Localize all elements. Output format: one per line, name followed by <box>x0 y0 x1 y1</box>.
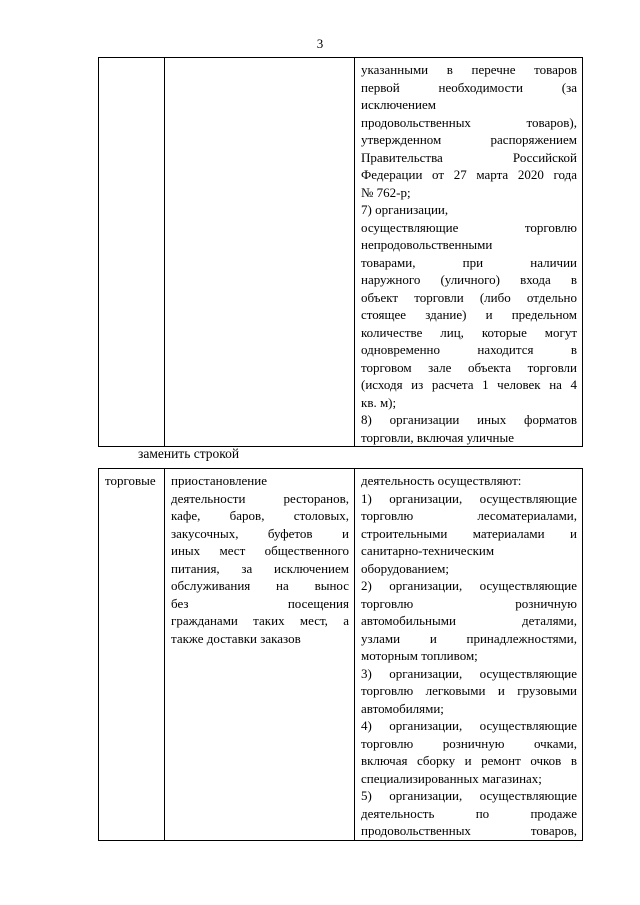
text-line: 1) организации, осуществляющие <box>361 490 577 506</box>
text-line: (исходя из расчета 1 человек на 4 <box>361 377 577 392</box>
table-top-cell-1 <box>99 58 165 447</box>
text-line: кафе, баров, столовых, <box>171 508 349 523</box>
text-line: 4) организации, осуществляющие <box>361 718 577 733</box>
text-line: торговлю розничную очками, <box>361 735 577 751</box>
page-number: 3 <box>316 36 324 51</box>
cell-text <box>361 472 577 840</box>
text-line: иных мест общественного <box>171 543 349 558</box>
text-line: наружного (уличного) входа в <box>361 272 577 287</box>
cell-text <box>361 61 577 446</box>
text-line: питания, за исключением <box>171 560 349 576</box>
text-line: специализированных магазинах; <box>361 770 542 786</box>
text-line: товарами, при наличии <box>361 254 577 270</box>
text-line: оборудованием; <box>361 560 449 576</box>
text-line: 8) организации иных форматов <box>361 412 577 427</box>
table-row <box>99 469 583 841</box>
text-line: 3) организации, осуществляющие <box>361 665 577 681</box>
text-line: одновременно находится в <box>361 342 577 357</box>
text-line: закусочных, буфетов и <box>171 525 349 541</box>
text-line: продовольственных товаров, <box>361 823 577 838</box>
text-line: стоящее здание) и предельном <box>361 307 577 322</box>
text-line: обслуживания на вынос <box>171 578 349 593</box>
text-line: торговлю лесоматериалами, <box>361 508 577 523</box>
text-line: без посещения <box>171 595 349 611</box>
table-bottom-cell-2 <box>165 469 355 841</box>
table-row <box>99 58 583 447</box>
text-line: указанными в перечне товаров <box>361 62 577 77</box>
text-line: продовольственных товаров), <box>361 114 577 130</box>
text-line: узлами и принадлежностями, <box>361 630 577 646</box>
text-line: санитарно-техническим <box>361 543 495 558</box>
text-line: непродовольственными <box>361 237 493 252</box>
text-line: осуществляющие торговлю <box>361 219 577 235</box>
text-line: № 762-р; <box>361 184 411 200</box>
text-line: гражданами таких мест, а <box>171 613 349 628</box>
text-line: торговлю легковыми и грузовыми <box>361 683 577 698</box>
text-line: моторным топливом; <box>361 648 478 663</box>
replace-instruction: заменить строкой <box>138 446 240 461</box>
text-line: также доставки заказов <box>171 630 301 646</box>
text-line: 5) организации, осуществляющие <box>361 788 577 803</box>
table-top-cell-3 <box>355 58 583 447</box>
text-line: утвержденном распоряжением <box>361 132 577 147</box>
table-top <box>98 57 583 447</box>
table-bottom <box>98 468 583 841</box>
text-line: 7) организации, <box>361 202 449 217</box>
text-line: кв. м); <box>361 394 397 410</box>
table-bottom-cell-1 <box>99 469 165 841</box>
text-line: строительными материалами и <box>361 525 577 541</box>
text-line: объект торговли (либо отдельно <box>361 289 577 305</box>
cell-text: торговые <box>105 473 156 488</box>
text-line: 2) организации, осуществляющие <box>361 578 577 593</box>
text-line: деятельности ресторанов, <box>171 490 349 506</box>
text-line: количестве лиц, которые могут <box>361 324 577 340</box>
text-line: деятельность по продаже <box>361 805 577 821</box>
text-line: приостановление <box>171 473 267 488</box>
text-line: Федерации от 27 марта 2020 года <box>361 167 577 182</box>
text-line: автомобильными деталями, <box>361 613 577 628</box>
text-line: включая сборку и ремонт очков в <box>361 753 577 768</box>
text-line: торговом зале объекта торговли <box>361 359 577 375</box>
cell-text <box>171 472 349 647</box>
text-line: торговлю розничную <box>361 595 577 611</box>
text-line: исключением <box>361 97 436 112</box>
text-line: первой необходимости (за <box>361 79 577 95</box>
text-line: деятельность осуществляют: <box>361 473 522 488</box>
table-bottom-cell-3 <box>355 469 583 841</box>
text-line: автомобилями; <box>361 700 444 716</box>
table-top-cell-2 <box>165 58 355 447</box>
text-line: торговли, включая уличные <box>361 429 514 445</box>
text-line: Правительства Российской <box>361 149 577 165</box>
